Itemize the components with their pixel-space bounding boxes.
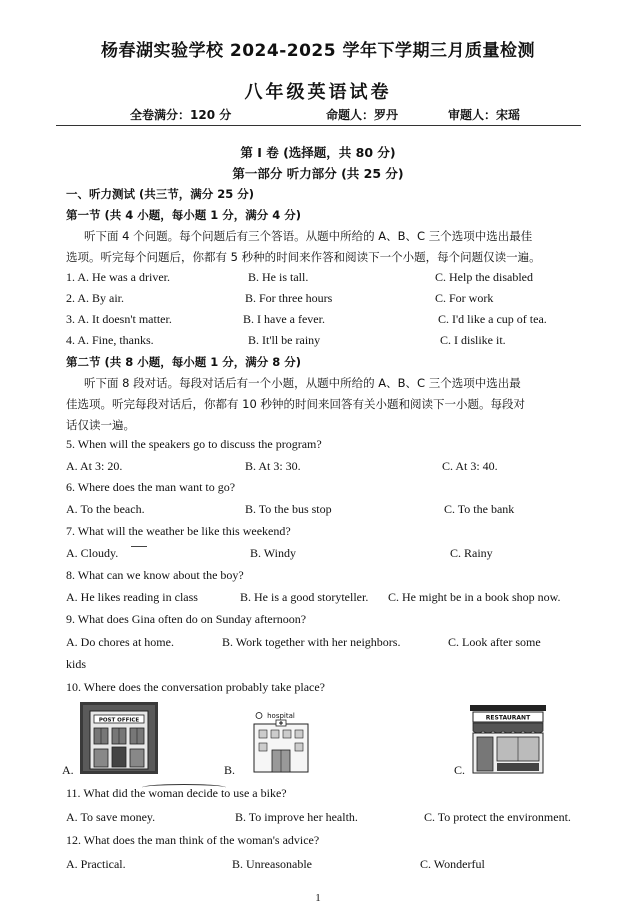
restaurant-picture xyxy=(470,705,546,774)
q2-option-a: 2. A. By air. xyxy=(66,291,125,305)
total-score: 全卷满分：120 分 xyxy=(130,108,232,122)
q9-question: 9. What does Gina often do on Sunday afternoon? xyxy=(66,612,307,626)
q9-option-c-continued: kids xyxy=(66,657,87,671)
q7-option-c: C. Rainy xyxy=(450,546,493,560)
q3-option-b: B. I have a fever. xyxy=(243,312,325,326)
section2-heading: 第二节 (共 8 小题，每小题 1 分，满分 8 分) xyxy=(66,355,302,369)
q1-option-c: C. Help the disabled xyxy=(435,270,533,284)
q4-option-c: C. I dislike it. xyxy=(440,333,506,347)
q7-option-a: A. Cloudy. xyxy=(66,546,119,560)
q12-question: 12. What does the man think of the woman's advice? xyxy=(66,833,320,847)
q2-option-c: C. For work xyxy=(435,291,494,305)
q8-option-b: B. He is a good storyteller. xyxy=(240,590,369,604)
restaurant-sign: RESTAURANT xyxy=(485,714,531,722)
section1-heading: 第一节 (共 4 小题，每小题 1 分，满分 4 分) xyxy=(66,208,302,222)
q3-option-c: C. I'd like a cup of tea. xyxy=(438,312,547,326)
section2-instruction: 听下面 8 段对话。每段对话后有一个小题，从题中所给的 A、B、C 三个选项中选出最 xyxy=(84,376,521,390)
exam-subtitle: 八年级英语试卷 xyxy=(244,82,392,103)
header-divider xyxy=(56,125,581,126)
q12-option-c: C. Wonderful xyxy=(420,857,485,871)
q11-question: 11. What did the woman decide to use a bike? xyxy=(66,786,287,800)
q8-option-c: C. He might be in a book shop now. xyxy=(388,590,561,604)
pen-mark xyxy=(131,546,147,547)
q9-option-c: C. Look after some xyxy=(448,635,541,649)
q10-option-b: B. xyxy=(224,763,236,777)
q5-option-c: C. At 3: 40. xyxy=(442,459,498,473)
q12-option-b: B. Unreasonable xyxy=(232,857,312,871)
post-office-sign: POST OFFICE xyxy=(98,717,140,724)
q8-question: 8. What can we know about the boy? xyxy=(66,568,244,582)
q7-question: 7. What will the weather be like this weekend? xyxy=(66,524,291,538)
q10-option-c: C. xyxy=(454,763,466,777)
q7-option-b: B. Windy xyxy=(250,546,296,560)
q1-option-a: 1. A. He was a driver. xyxy=(66,270,170,284)
q4-option-a: 4. A. Fine, thanks. xyxy=(66,333,154,347)
q6-question: 6. Where does the man want to go? xyxy=(66,480,236,494)
q4-option-b: B. It'll be rainy xyxy=(248,333,321,347)
q12-option-a: A. Practical. xyxy=(66,857,126,871)
exam-title: 杨春湖实验学校 2024-2025 学年下学期三月质量检测 xyxy=(100,41,536,61)
q2-option-b: B. For three hours xyxy=(245,291,333,305)
volume-heading: 第 I 卷 (选择题，共 80 分) xyxy=(240,145,396,160)
q11-option-c: C. To protect the environment. xyxy=(424,810,571,824)
listening-title: 一、听力测试 (共三节，满分 25 分) xyxy=(66,187,255,201)
q10-option-a: A. xyxy=(62,763,74,777)
q6-option-a: A. To the beach. xyxy=(66,502,145,516)
hospital-picture xyxy=(248,710,314,774)
q5-question: 5. When will the speakers go to discuss the program? xyxy=(66,437,322,451)
q9-option-b: B. Work together with her neighbors. xyxy=(222,635,401,649)
page-number: 1 xyxy=(315,892,321,904)
q5-option-b: B. At 3: 30. xyxy=(245,459,301,473)
reviewer: 审题人：宋瑶 xyxy=(448,108,521,122)
q6-option-c: C. To the bank xyxy=(444,502,515,516)
q8-option-a: A. He likes reading in class xyxy=(66,590,198,604)
section1-instruction: 选项。听完每个问题后，你都有 5 秒种的时间来作答和阅读下一个小题，每个问题仅读一遍。 xyxy=(66,250,541,264)
q11-option-a: A. To save money. xyxy=(66,810,156,824)
section2-instruction: 佳选项。听完每段对话后，你都有 10 秒钟的时间来回答有关小题和阅读下一小题。每段对 xyxy=(66,397,525,411)
section2-instruction: 话仅读一遍。 xyxy=(66,418,135,432)
part-heading: 第一部分 听力部分 (共 25 分) xyxy=(232,166,404,181)
post-office-picture xyxy=(80,702,158,774)
q10-question: 10. Where does the conversation probably take place? xyxy=(66,680,326,694)
q5-option-a: A. At 3: 20. xyxy=(66,459,123,473)
pen-mark xyxy=(142,784,226,791)
section1-instruction: 听下面 4 个问题。每个问题后有三个答语。从题中所给的 A、B、C 三个选项中选出最佳 xyxy=(84,229,533,243)
q6-option-b: B. To the bus stop xyxy=(245,502,332,516)
author: 命题人：罗丹 xyxy=(326,108,399,122)
q11-option-b: B. To improve her health. xyxy=(235,810,358,824)
q1-option-b: B. He is tall. xyxy=(248,270,309,284)
q3-option-a: 3. A. It doesn't matter. xyxy=(66,312,172,326)
q9-option-a: A. Do chores at home. xyxy=(66,635,174,649)
hospital-sign: hospital xyxy=(267,712,295,720)
